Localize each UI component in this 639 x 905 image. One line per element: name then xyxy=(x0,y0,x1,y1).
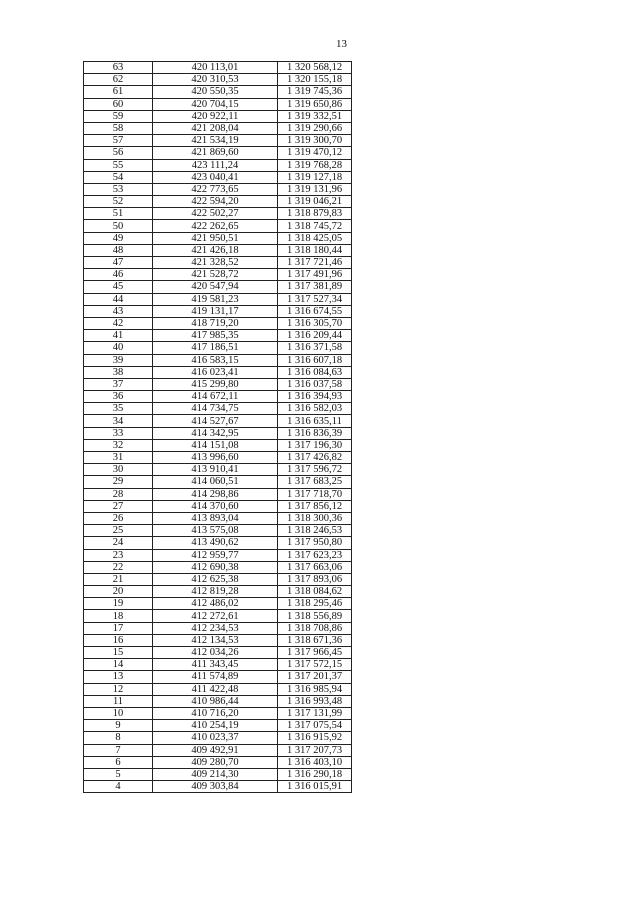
y-coordinate-cell: 1 318 425,05 xyxy=(278,232,352,244)
table-row xyxy=(84,512,352,524)
table-row xyxy=(84,768,352,780)
table-row xyxy=(84,427,352,439)
table-row xyxy=(84,561,352,573)
table-row xyxy=(84,366,352,378)
point-number-cell: 17 xyxy=(84,622,153,634)
table-row xyxy=(84,391,352,403)
x-coordinate-cell: 420 113,01 xyxy=(153,62,278,74)
y-coordinate-cell: 1 317 663,06 xyxy=(278,561,352,573)
y-coordinate-cell: 1 316 993,48 xyxy=(278,695,352,707)
x-coordinate-cell: 417 186,51 xyxy=(153,342,278,354)
table-row xyxy=(84,74,352,86)
table-row xyxy=(84,330,352,342)
y-coordinate-cell: 1 318 180,44 xyxy=(278,244,352,256)
table-row xyxy=(84,537,352,549)
point-number-cell: 48 xyxy=(84,244,153,256)
point-number-cell: 53 xyxy=(84,183,153,195)
table-row xyxy=(84,342,352,354)
table-row xyxy=(84,403,352,415)
table-row xyxy=(84,122,352,134)
x-coordinate-cell: 410 254,19 xyxy=(153,720,278,732)
y-coordinate-cell: 1 316 394,93 xyxy=(278,391,352,403)
point-number-cell: 37 xyxy=(84,378,153,390)
table-row xyxy=(84,634,352,646)
x-coordinate-cell: 414 151,08 xyxy=(153,439,278,451)
point-number-cell: 44 xyxy=(84,293,153,305)
y-coordinate-cell: 1 317 381,89 xyxy=(278,281,352,293)
table-row xyxy=(84,269,352,281)
x-coordinate-cell: 414 672,11 xyxy=(153,391,278,403)
y-coordinate-cell: 1 317 893,06 xyxy=(278,573,352,585)
table-row xyxy=(84,317,352,329)
y-coordinate-cell: 1 319 332,51 xyxy=(278,110,352,122)
table-row xyxy=(84,732,352,744)
point-number-cell: 42 xyxy=(84,317,153,329)
y-coordinate-cell: 1 317 491,96 xyxy=(278,269,352,281)
x-coordinate-cell: 412 234,53 xyxy=(153,622,278,634)
point-number-cell: 49 xyxy=(84,232,153,244)
point-number-cell: 46 xyxy=(84,269,153,281)
x-coordinate-cell: 422 594,20 xyxy=(153,196,278,208)
x-coordinate-cell: 421 528,72 xyxy=(153,269,278,281)
y-coordinate-cell: 1 318 671,36 xyxy=(278,634,352,646)
point-number-cell: 23 xyxy=(84,549,153,561)
point-number-cell: 40 xyxy=(84,342,153,354)
y-coordinate-cell: 1 317 721,46 xyxy=(278,257,352,269)
y-coordinate-cell: 1 316 037,58 xyxy=(278,378,352,390)
y-coordinate-cell: 1 319 650,86 xyxy=(278,98,352,110)
y-coordinate-cell: 1 320 155,18 xyxy=(278,74,352,86)
point-number-cell: 26 xyxy=(84,512,153,524)
y-coordinate-cell: 1 318 246,53 xyxy=(278,525,352,537)
y-coordinate-cell: 1 317 856,12 xyxy=(278,500,352,512)
x-coordinate-cell: 414 370,60 xyxy=(153,500,278,512)
x-coordinate-cell: 409 492,91 xyxy=(153,744,278,756)
point-number-cell: 60 xyxy=(84,98,153,110)
table-row xyxy=(84,439,352,451)
x-coordinate-cell: 410 716,20 xyxy=(153,707,278,719)
x-coordinate-cell: 412 034,26 xyxy=(153,647,278,659)
point-number-cell: 16 xyxy=(84,634,153,646)
point-number-cell: 32 xyxy=(84,439,153,451)
x-coordinate-cell: 409 280,70 xyxy=(153,756,278,768)
y-coordinate-cell: 1 316 015,91 xyxy=(278,781,352,793)
y-coordinate-cell: 1 316 371,58 xyxy=(278,342,352,354)
x-coordinate-cell: 418 719,20 xyxy=(153,317,278,329)
x-coordinate-cell: 423 111,24 xyxy=(153,159,278,171)
table-row xyxy=(84,354,352,366)
point-number-cell: 7 xyxy=(84,744,153,756)
point-number-cell: 62 xyxy=(84,74,153,86)
table-row xyxy=(84,415,352,427)
table-row xyxy=(84,573,352,585)
y-coordinate-cell: 1 316 985,94 xyxy=(278,683,352,695)
y-coordinate-cell: 1 319 046,21 xyxy=(278,196,352,208)
x-coordinate-cell: 413 575,08 xyxy=(153,525,278,537)
x-coordinate-cell: 414 734,75 xyxy=(153,403,278,415)
point-number-cell: 51 xyxy=(84,208,153,220)
x-coordinate-cell: 420 310,53 xyxy=(153,74,278,86)
point-number-cell: 29 xyxy=(84,476,153,488)
x-coordinate-cell: 416 583,15 xyxy=(153,354,278,366)
y-coordinate-cell: 1 317 950,80 xyxy=(278,537,352,549)
point-number-cell: 39 xyxy=(84,354,153,366)
point-number-cell: 50 xyxy=(84,220,153,232)
table-row xyxy=(84,549,352,561)
table-row xyxy=(84,305,352,317)
x-coordinate-cell: 420 550,35 xyxy=(153,86,278,98)
y-coordinate-cell: 1 318 879,83 xyxy=(278,208,352,220)
x-coordinate-cell: 409 303,84 xyxy=(153,781,278,793)
x-coordinate-cell: 422 773,65 xyxy=(153,183,278,195)
x-coordinate-cell: 413 996,60 xyxy=(153,452,278,464)
y-coordinate-cell: 1 316 403,10 xyxy=(278,756,352,768)
table-row xyxy=(84,452,352,464)
x-coordinate-cell: 421 950,51 xyxy=(153,232,278,244)
point-number-cell: 63 xyxy=(84,62,153,74)
point-number-cell: 24 xyxy=(84,537,153,549)
table-row xyxy=(84,671,352,683)
y-coordinate-cell: 1 319 470,12 xyxy=(278,147,352,159)
y-coordinate-cell: 1 318 295,46 xyxy=(278,598,352,610)
y-coordinate-cell: 1 318 708,86 xyxy=(278,622,352,634)
table-row xyxy=(84,610,352,622)
point-number-cell: 56 xyxy=(84,147,153,159)
x-coordinate-cell: 411 574,89 xyxy=(153,671,278,683)
table-row xyxy=(84,659,352,671)
y-coordinate-cell: 1 317 131,99 xyxy=(278,707,352,719)
point-number-cell: 6 xyxy=(84,756,153,768)
point-number-cell: 45 xyxy=(84,281,153,293)
table-row xyxy=(84,183,352,195)
x-coordinate-cell: 421 534,19 xyxy=(153,135,278,147)
x-coordinate-cell: 412 272,61 xyxy=(153,610,278,622)
x-coordinate-cell: 411 422,48 xyxy=(153,683,278,695)
point-number-cell: 43 xyxy=(84,305,153,317)
point-number-cell: 38 xyxy=(84,366,153,378)
x-coordinate-cell: 409 214,30 xyxy=(153,768,278,780)
table-row xyxy=(84,707,352,719)
point-number-cell: 28 xyxy=(84,488,153,500)
table-row xyxy=(84,171,352,183)
table-row xyxy=(84,647,352,659)
table-row xyxy=(84,586,352,598)
table-row xyxy=(84,244,352,256)
table-row xyxy=(84,135,352,147)
x-coordinate-cell: 410 023,37 xyxy=(153,732,278,744)
x-coordinate-cell: 410 986,44 xyxy=(153,695,278,707)
y-coordinate-cell: 1 317 207,73 xyxy=(278,744,352,756)
point-number-cell: 18 xyxy=(84,610,153,622)
table-row xyxy=(84,464,352,476)
coordinates-table xyxy=(83,61,352,793)
table-row xyxy=(84,196,352,208)
x-coordinate-cell: 412 819,28 xyxy=(153,586,278,598)
point-number-cell: 11 xyxy=(84,695,153,707)
y-coordinate-cell: 1 317 718,70 xyxy=(278,488,352,500)
table-row xyxy=(84,208,352,220)
y-coordinate-cell: 1 318 556,89 xyxy=(278,610,352,622)
point-number-cell: 52 xyxy=(84,196,153,208)
point-number-cell: 20 xyxy=(84,586,153,598)
x-coordinate-cell: 419 131,17 xyxy=(153,305,278,317)
x-coordinate-cell: 420 547,94 xyxy=(153,281,278,293)
y-coordinate-cell: 1 319 290,66 xyxy=(278,122,352,134)
x-coordinate-cell: 421 208,04 xyxy=(153,122,278,134)
point-number-cell: 10 xyxy=(84,707,153,719)
point-number-cell: 33 xyxy=(84,427,153,439)
point-number-cell: 47 xyxy=(84,257,153,269)
x-coordinate-cell: 412 134,53 xyxy=(153,634,278,646)
page-number: 13 xyxy=(336,38,347,50)
point-number-cell: 58 xyxy=(84,122,153,134)
y-coordinate-cell: 1 317 426,82 xyxy=(278,452,352,464)
table-row xyxy=(84,147,352,159)
x-coordinate-cell: 414 527,67 xyxy=(153,415,278,427)
y-coordinate-cell: 1 317 196,30 xyxy=(278,439,352,451)
y-coordinate-cell: 1 316 209,44 xyxy=(278,330,352,342)
point-number-cell: 15 xyxy=(84,647,153,659)
table-row xyxy=(84,232,352,244)
table-row xyxy=(84,98,352,110)
point-number-cell: 34 xyxy=(84,415,153,427)
point-number-cell: 61 xyxy=(84,86,153,98)
point-number-cell: 25 xyxy=(84,525,153,537)
y-coordinate-cell: 1 319 131,96 xyxy=(278,183,352,195)
table-row xyxy=(84,488,352,500)
y-coordinate-cell: 1 318 084,62 xyxy=(278,586,352,598)
point-number-cell: 21 xyxy=(84,573,153,585)
point-number-cell: 35 xyxy=(84,403,153,415)
table-row xyxy=(84,257,352,269)
table-row xyxy=(84,500,352,512)
y-coordinate-cell: 1 319 768,28 xyxy=(278,159,352,171)
x-coordinate-cell: 414 342,95 xyxy=(153,427,278,439)
y-coordinate-cell: 1 317 683,25 xyxy=(278,476,352,488)
table-row xyxy=(84,293,352,305)
point-number-cell: 8 xyxy=(84,732,153,744)
y-coordinate-cell: 1 318 745,72 xyxy=(278,220,352,232)
point-number-cell: 54 xyxy=(84,171,153,183)
y-coordinate-cell: 1 319 300,70 xyxy=(278,135,352,147)
table-row xyxy=(84,62,352,74)
y-coordinate-cell: 1 317 201,37 xyxy=(278,671,352,683)
table-row xyxy=(84,598,352,610)
y-coordinate-cell: 1 319 745,36 xyxy=(278,86,352,98)
y-coordinate-cell: 1 316 290,18 xyxy=(278,768,352,780)
point-number-cell: 59 xyxy=(84,110,153,122)
x-coordinate-cell: 414 060,51 xyxy=(153,476,278,488)
point-number-cell: 22 xyxy=(84,561,153,573)
y-coordinate-cell: 1 318 300,36 xyxy=(278,512,352,524)
point-number-cell: 55 xyxy=(84,159,153,171)
table-row xyxy=(84,220,352,232)
x-coordinate-cell: 419 581,23 xyxy=(153,293,278,305)
y-coordinate-cell: 1 317 623,23 xyxy=(278,549,352,561)
table-row xyxy=(84,525,352,537)
y-coordinate-cell: 1 317 527,34 xyxy=(278,293,352,305)
x-coordinate-cell: 420 704,15 xyxy=(153,98,278,110)
x-coordinate-cell: 413 490,62 xyxy=(153,537,278,549)
x-coordinate-cell: 412 486,02 xyxy=(153,598,278,610)
point-number-cell: 57 xyxy=(84,135,153,147)
table-row xyxy=(84,159,352,171)
table-row xyxy=(84,86,352,98)
x-coordinate-cell: 421 869,60 xyxy=(153,147,278,159)
x-coordinate-cell: 421 426,18 xyxy=(153,244,278,256)
x-coordinate-cell: 412 690,38 xyxy=(153,561,278,573)
point-number-cell: 5 xyxy=(84,768,153,780)
x-coordinate-cell: 413 910,41 xyxy=(153,464,278,476)
x-coordinate-cell: 421 328,52 xyxy=(153,257,278,269)
point-number-cell: 12 xyxy=(84,683,153,695)
table-row xyxy=(84,781,352,793)
x-coordinate-cell: 416 023,41 xyxy=(153,366,278,378)
x-coordinate-cell: 415 299,80 xyxy=(153,378,278,390)
x-coordinate-cell: 422 262,65 xyxy=(153,220,278,232)
y-coordinate-cell: 1 320 568,12 xyxy=(278,62,352,74)
table-row xyxy=(84,476,352,488)
x-coordinate-cell: 412 959,77 xyxy=(153,549,278,561)
point-number-cell: 27 xyxy=(84,500,153,512)
y-coordinate-cell: 1 316 582,03 xyxy=(278,403,352,415)
point-number-cell: 14 xyxy=(84,659,153,671)
x-coordinate-cell: 412 625,38 xyxy=(153,573,278,585)
y-coordinate-cell: 1 316 084,63 xyxy=(278,366,352,378)
point-number-cell: 19 xyxy=(84,598,153,610)
x-coordinate-cell: 411 343,45 xyxy=(153,659,278,671)
point-number-cell: 9 xyxy=(84,720,153,732)
x-coordinate-cell: 414 298,86 xyxy=(153,488,278,500)
y-coordinate-cell: 1 319 127,18 xyxy=(278,171,352,183)
x-coordinate-cell: 417 985,35 xyxy=(153,330,278,342)
table-row xyxy=(84,756,352,768)
table-row xyxy=(84,744,352,756)
table-row xyxy=(84,281,352,293)
point-number-cell: 36 xyxy=(84,391,153,403)
x-coordinate-cell: 413 893,04 xyxy=(153,512,278,524)
y-coordinate-cell: 1 317 075,54 xyxy=(278,720,352,732)
point-number-cell: 13 xyxy=(84,671,153,683)
table-row xyxy=(84,695,352,707)
point-number-cell: 41 xyxy=(84,330,153,342)
table-row xyxy=(84,378,352,390)
y-coordinate-cell: 1 316 607,18 xyxy=(278,354,352,366)
y-coordinate-cell: 1 317 596,72 xyxy=(278,464,352,476)
y-coordinate-cell: 1 316 836,39 xyxy=(278,427,352,439)
table-row xyxy=(84,622,352,634)
point-number-cell: 30 xyxy=(84,464,153,476)
y-coordinate-cell: 1 317 966,45 xyxy=(278,647,352,659)
table-row xyxy=(84,683,352,695)
y-coordinate-cell: 1 317 572,15 xyxy=(278,659,352,671)
y-coordinate-cell: 1 316 635,11 xyxy=(278,415,352,427)
point-number-cell: 31 xyxy=(84,452,153,464)
y-coordinate-cell: 1 316 674,55 xyxy=(278,305,352,317)
point-number-cell: 4 xyxy=(84,781,153,793)
x-coordinate-cell: 423 040,41 xyxy=(153,171,278,183)
table-row xyxy=(84,110,352,122)
x-coordinate-cell: 420 922,11 xyxy=(153,110,278,122)
y-coordinate-cell: 1 316 305,70 xyxy=(278,317,352,329)
coordinates-table-body xyxy=(84,62,352,793)
x-coordinate-cell: 422 502,27 xyxy=(153,208,278,220)
table-row xyxy=(84,720,352,732)
y-coordinate-cell: 1 316 915,92 xyxy=(278,732,352,744)
